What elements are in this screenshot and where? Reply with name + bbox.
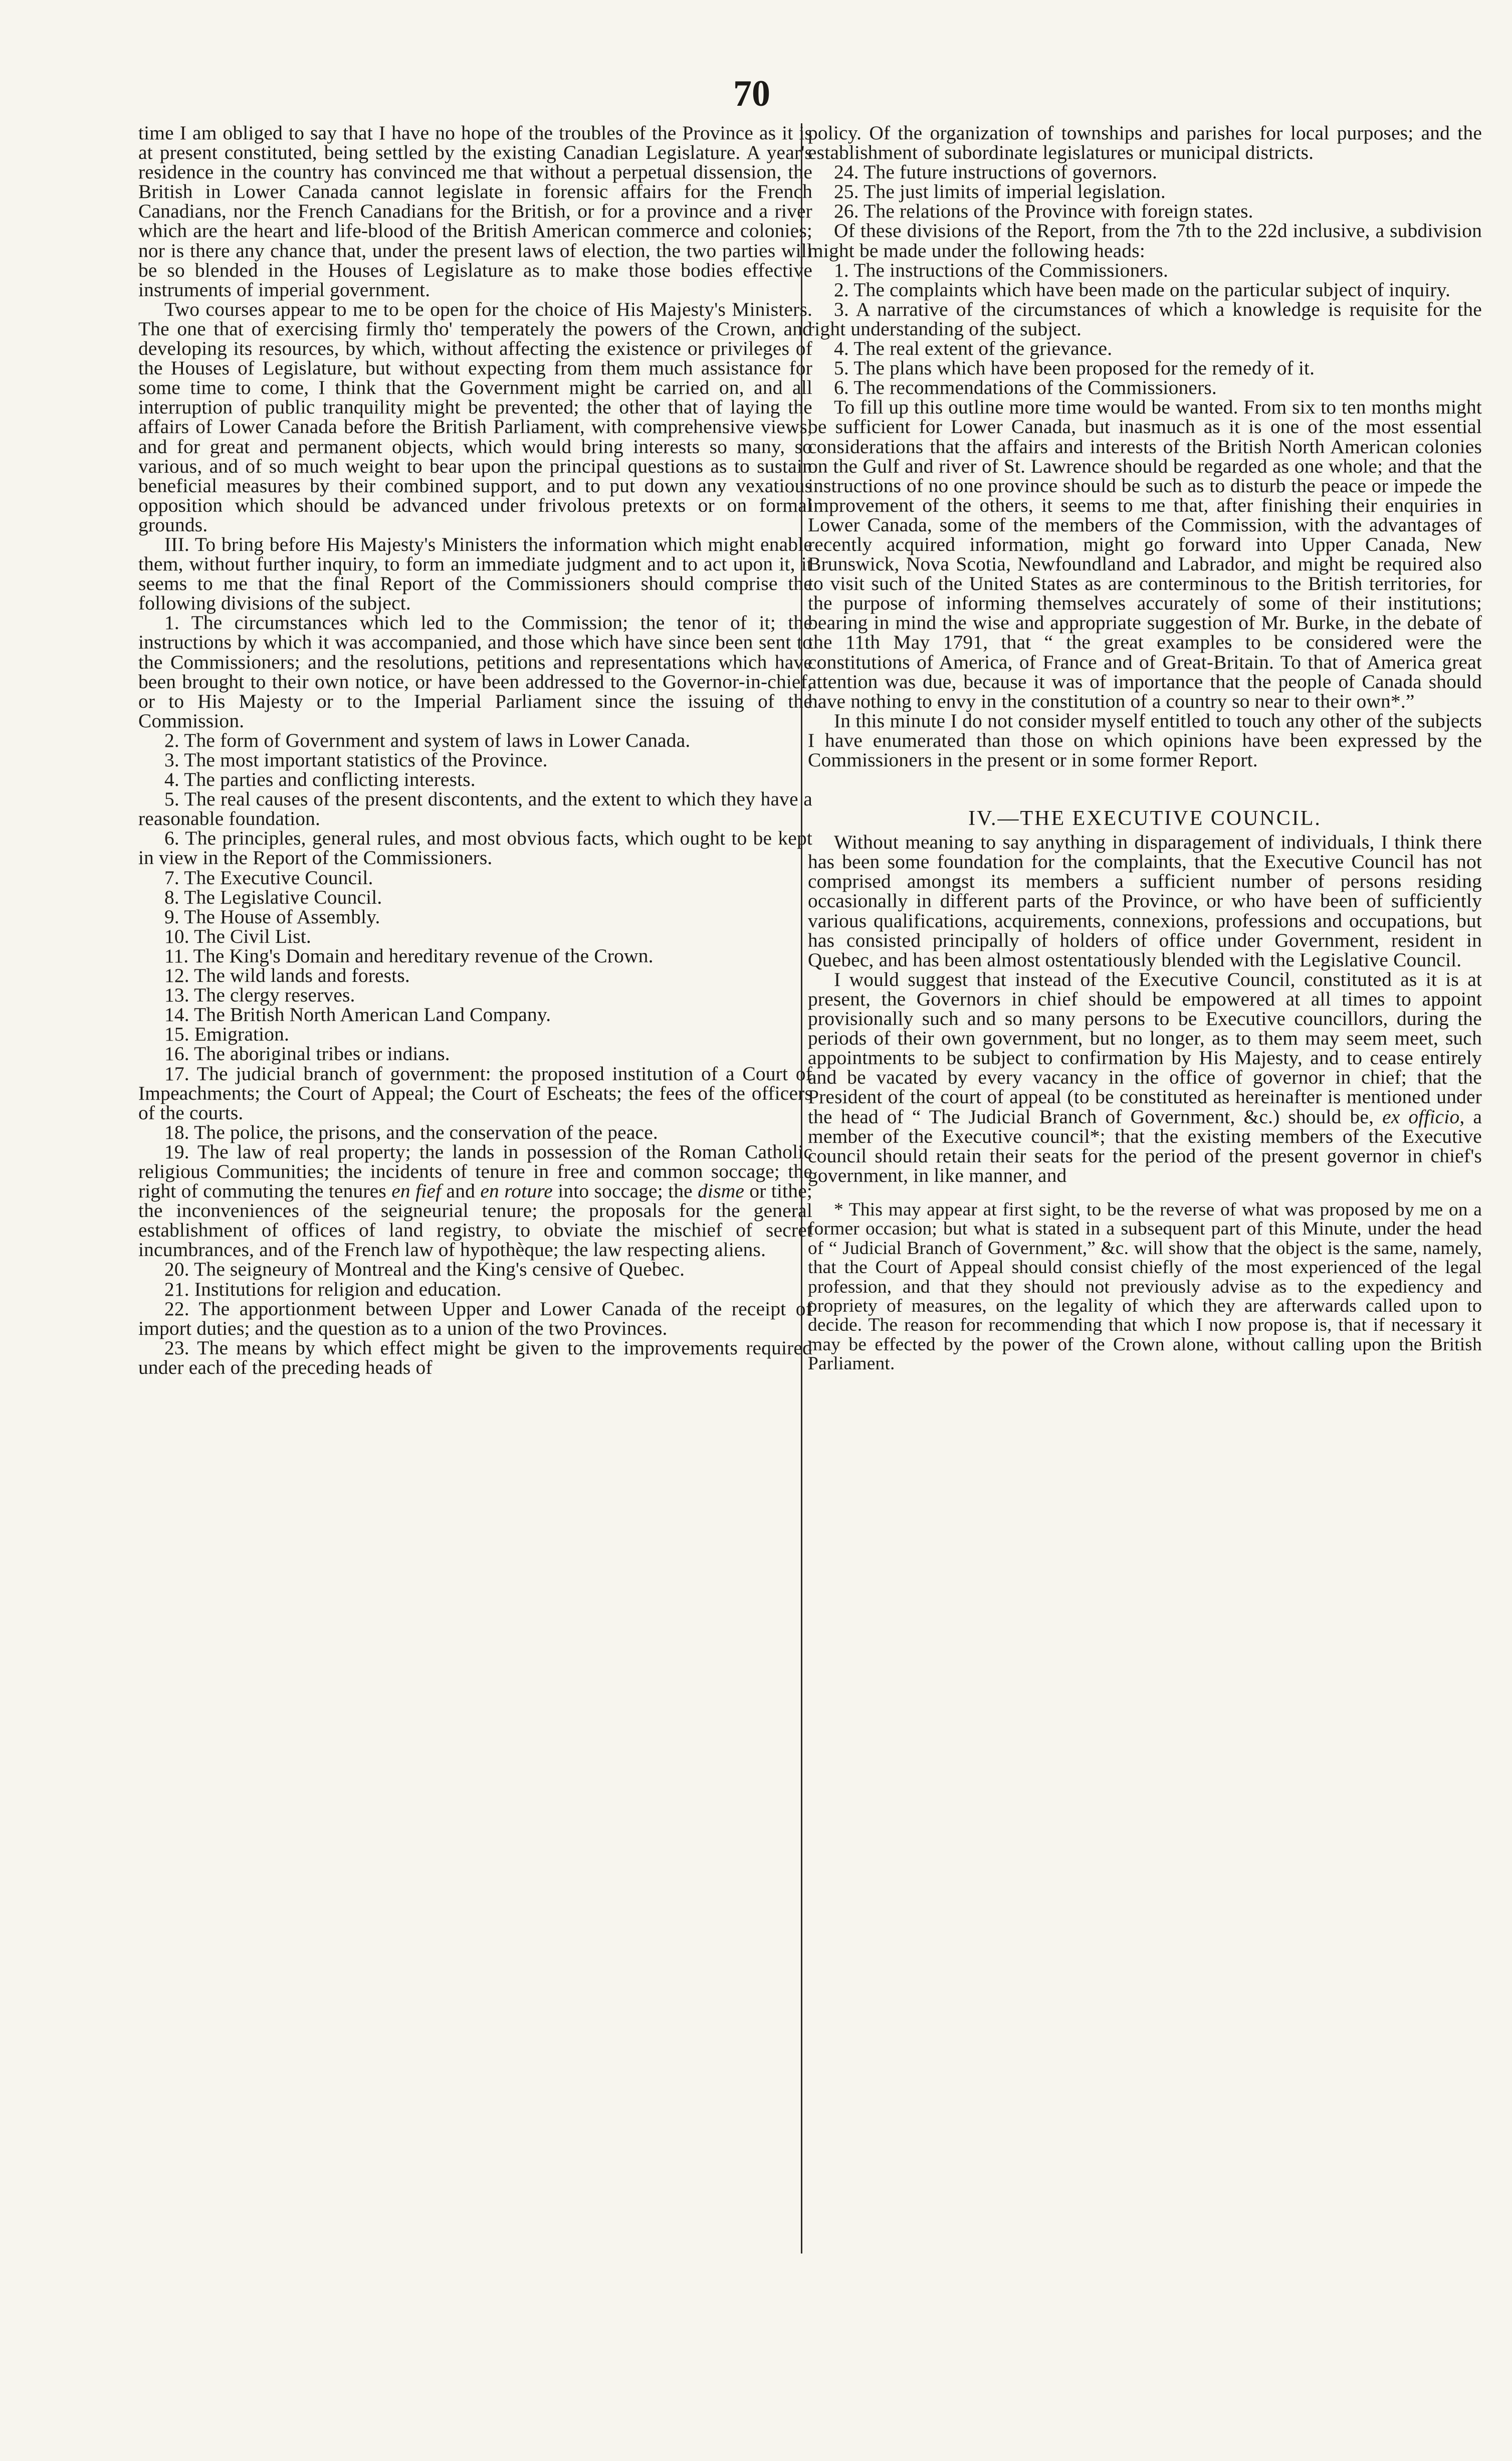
list-item: 22. The apportionment between Upper and Lower Canada of the receipt of import duties; and the question as to a union of the two Provinces.	[138, 1297, 812, 1339]
right-column	[808, 123, 1482, 1374]
list-item: 12. The wild lands and forests.	[164, 964, 410, 987]
item-text: 19. The law of real property; the lands in possession of the Roman Catholic religious Communities; the incidents of tenure in free and common soccage; the right of commuting the tenures	[138, 1140, 812, 1202]
list-item: 3. The most important statistics of the Province.	[164, 749, 548, 771]
list-item: 7. The Executive Council.	[164, 866, 373, 889]
list-item: 5. The plans which have been proposed for the remedy of it.	[834, 357, 1315, 379]
paragraph: time I am obliged to say that I have no hope of the troubles of the Province as it is at present constituted, being settled by the existing Canadian Legislature. A year's residence in the country has convinced me that without a perpetual dissension, the British in Lower Canada cannot legislate in forensic affairs for the French Canadians, nor the French Canadians for the British, or for a province and a river which are the heart and life-blood of the British American commerce and colonies; nor is there any chance that, under the present laws of election, the two parties will be so blended in the Houses of Legislature as to make those bodies effective instruments of imperial government.	[138, 122, 812, 301]
list-item: 8. The Legislative Council.	[164, 886, 382, 908]
list-item: 20. The seigneury of Montreal and the King's censive of Quebec.	[164, 1258, 685, 1281]
list-item: 16. The aboriginal tribes or indians.	[164, 1043, 450, 1065]
list-item: 15. Emigration.	[164, 1023, 290, 1046]
paragraph-text: I would suggest that instead of the Executive Council, constituted as it is at present, the Governors in chief should be empowered at all times to appoint provisionally such and so many persons to be Executive councillors, during the periods of their own government, but no longer, as to them may seem meet, such appointments to be subject to confirmation by His Majesty, and to cease entirely and be vacated by every vacancy in the office of governor in chief; that the President of the court of appeal (to be constituted as hereinafter is mentioned under the head of “ The Judicial Branch of Government, &c.) should be,	[808, 968, 1482, 1128]
list-item: 18. The police, the prisons, and the conservation of the peace.	[164, 1121, 658, 1143]
paragraph-text: , a member of the Executive council*; that the existing members of the Executive council should retain their seats for the period of the present governor in chief's government, in like manner, and	[808, 1105, 1482, 1186]
list-item: 13. The clergy reserves.	[164, 984, 355, 1006]
paragraph: Without meaning to say anything in disparagement of individuals, I think there has been some foundation for the complaints, that the Executive Council has not comprised amongst its members a sufficient number of persons residing occasionally in different parts of the Province, or who have been of sufficiently various qualifications, acquirements, connexions, professions and occupations, but has consisted principally of holders of office under Government, resident in Quebec, and has been almost ostentatiously blended with the Legislative Council.	[808, 831, 1482, 971]
list-item: 11. The King's Domain and hereditary revenue of the Crown.	[164, 944, 654, 967]
item-text: or tithe; the inconveniences of the seigneurial tenure; the proposals for the general establishment of offices of land registry, to obviate the mischief of secret incumbrances, and of the French law of hypothèque; the law respecting aliens.	[138, 1180, 812, 1261]
item-text-italic: en roture	[480, 1180, 553, 1202]
list-item: 5. The real causes of the present discontents, and the extent to which they have a reasonable foundation.	[138, 788, 812, 830]
list-item: 10. The Civil List.	[164, 925, 311, 947]
paragraph: To fill up this outline more time would be wanted. From six to ten months might be sufficient for Lower Canada, but inasmuch as it is one of the most essential considerations that the affairs and interests of the British North American colonies on the Gulf and river of St. Lawrence should be regarded as one whole; and that the instructions of no one province should be such as to disturb the peace or impede the improvement of the others, it seems to me that, after finishing their enquiries in Lower Canada, some of the members of the Commission, with the advantages of recently acquired information, might go forward into Upper Canada, New Brunswick, Nova Scotia, Newfoundland and Labrador, and might be required also to visit such of the United States as are conterminous to the British territories, for the purpose of informing themselves accurately of some of their institutions; bearing in mind the wise and appropriate suggestion of Mr. Burke, in the debate of the 11th May 1791, that “ the great examples to be considered were the constitutions of America, of France and of Great-Britain. To that of America great attention was due, because it was of importance that the people of Canada should have nothing to envy in the constitution of a country so near to their own*.”	[808, 396, 1482, 712]
list-item: 25. The just limits of imperial legislation.	[834, 180, 1166, 203]
left-column	[138, 123, 812, 1377]
paragraph-text-italic: ex officio	[1382, 1105, 1460, 1128]
item-text: into soccage; the	[552, 1180, 698, 1202]
list-item: 6. The recommendations of the Commissioners.	[834, 376, 1217, 399]
list-item: 17. The judicial branch of government: the proposed institution of a Court of Impeachments; the Court of Appeal; the Court of Escheats; the fees of the officers of the courts.	[138, 1062, 812, 1124]
list-item: 3. A narrative of the circumstances of which a knowledge is requisite for the right understanding of the subject.	[808, 298, 1482, 340]
page-number: 70	[733, 73, 770, 114]
list-item: 24. The future instructions of governors.	[834, 161, 1157, 183]
paragraph: III. To bring before His Majesty's Ministers the information which might enable them, without further inquiry, to form an immediate judgment and to act upon it, it seems to me that the final Report of the Commissioners should comprise the following divisions of the subject.	[138, 533, 812, 614]
list-item: 23. The means by which effect might be given to the improvements required under each of the preceding heads of	[138, 1336, 812, 1378]
list-item: 6. The principles, general rules, and most obvious facts, which ought to be kept in view in the Report of the Commissioners.	[138, 827, 812, 869]
list-item: 14. The British North American Land Company.	[164, 1003, 551, 1026]
list-item: 2. The complaints which have been made on the particular subject of inquiry.	[834, 278, 1451, 301]
footnote-separator	[808, 1185, 1482, 1200]
list-item: 26. The relations of the Province with foreign states.	[834, 200, 1253, 223]
list-item: 2. The form of Government and system of laws in Lower Canada.	[164, 729, 691, 751]
list-item: 4. The real extent of the grievance.	[834, 337, 1113, 360]
section-heading: IV.—THE EXECUTIVE COUNCIL.	[968, 807, 1322, 831]
list-item: 1. The instructions of the Commissioners.	[834, 259, 1169, 281]
item-text-italic: disme	[698, 1180, 745, 1202]
paragraph: In this minute I do not consider myself entitled to touch any other of the subjects I have enumerated than those on which opinions have been expressed by the Commissioners in the present or in some former Report.	[808, 709, 1482, 771]
paragraph: Of these divisions of the Report, from the 7th to the 22d inclusive, a subdivision might be made under the following heads:	[808, 220, 1482, 262]
list-item: 4. The parties and conflicting interests.	[164, 768, 476, 791]
item-text-italic: en fief	[391, 1180, 442, 1202]
paragraph: policy. Of the organization of townships and parishes for local purposes; and the establishment of subordinate legislatures or municipal districts.	[808, 122, 1482, 164]
list-item: 1. The circumstances which led to the Commission; the tenor of it; the instructions by which it was accompanied, and those which have since been sent to the Commissioners; and the resolutions, petitions and representations which have been brought to their own notice, or have been addressed to the Governor-in-chief, or to His Majesty or to the Imperial Parliament since the issuing of the Commission.	[138, 611, 812, 732]
paragraph	[808, 970, 1482, 1185]
list-item-19	[138, 1142, 812, 1260]
item-text: and	[441, 1180, 481, 1202]
footnote: * This may appear at first sight, to be the reverse of what was proposed by me on a former occasion; but what is stated in a subsequent part of this Minute, under the head of “ Judicial Branch of Government,” &c. will show that the object is the same, namely, that the Court of Appeal should consist chiefly of the most experienced of the legal profession, and that they should not previously advise as to the expediency and propriety of measures, on the legality of which they are afterwards called upon to decide. The reason for recommending that which I now propose is, that if necessary it may be effected by the power of the Crown alone, without calling upon the British Parliament.	[808, 1199, 1482, 1374]
list-item: 9. The House of Assembly.	[164, 905, 380, 928]
list-item: 21. Institutions for religion and education.	[164, 1278, 502, 1300]
paragraph: Two courses appear to me to be open for the choice of His Majesty's Ministers. The one that of exercising firmly tho' temperately the powers of the Crown, and developing its resources, by which, without affecting the existence or privileges of the Houses of Legislature, but without expecting from them much assistance for some time to come, I think that the Government might be carried on, and all interruption of public tranquility might be prevented; the other that of laying the affairs of Lower Canada before the British Parliament, with comprehensive views, and for great and permanent objects, which would bring interests so many, so various, and of so much weight to bear upon the principal questions as to sustain beneficial measures by their combined support, and to put down any vexatious opposition which should be advanced under frivolous pretexts or on formal grounds.	[138, 298, 812, 536]
